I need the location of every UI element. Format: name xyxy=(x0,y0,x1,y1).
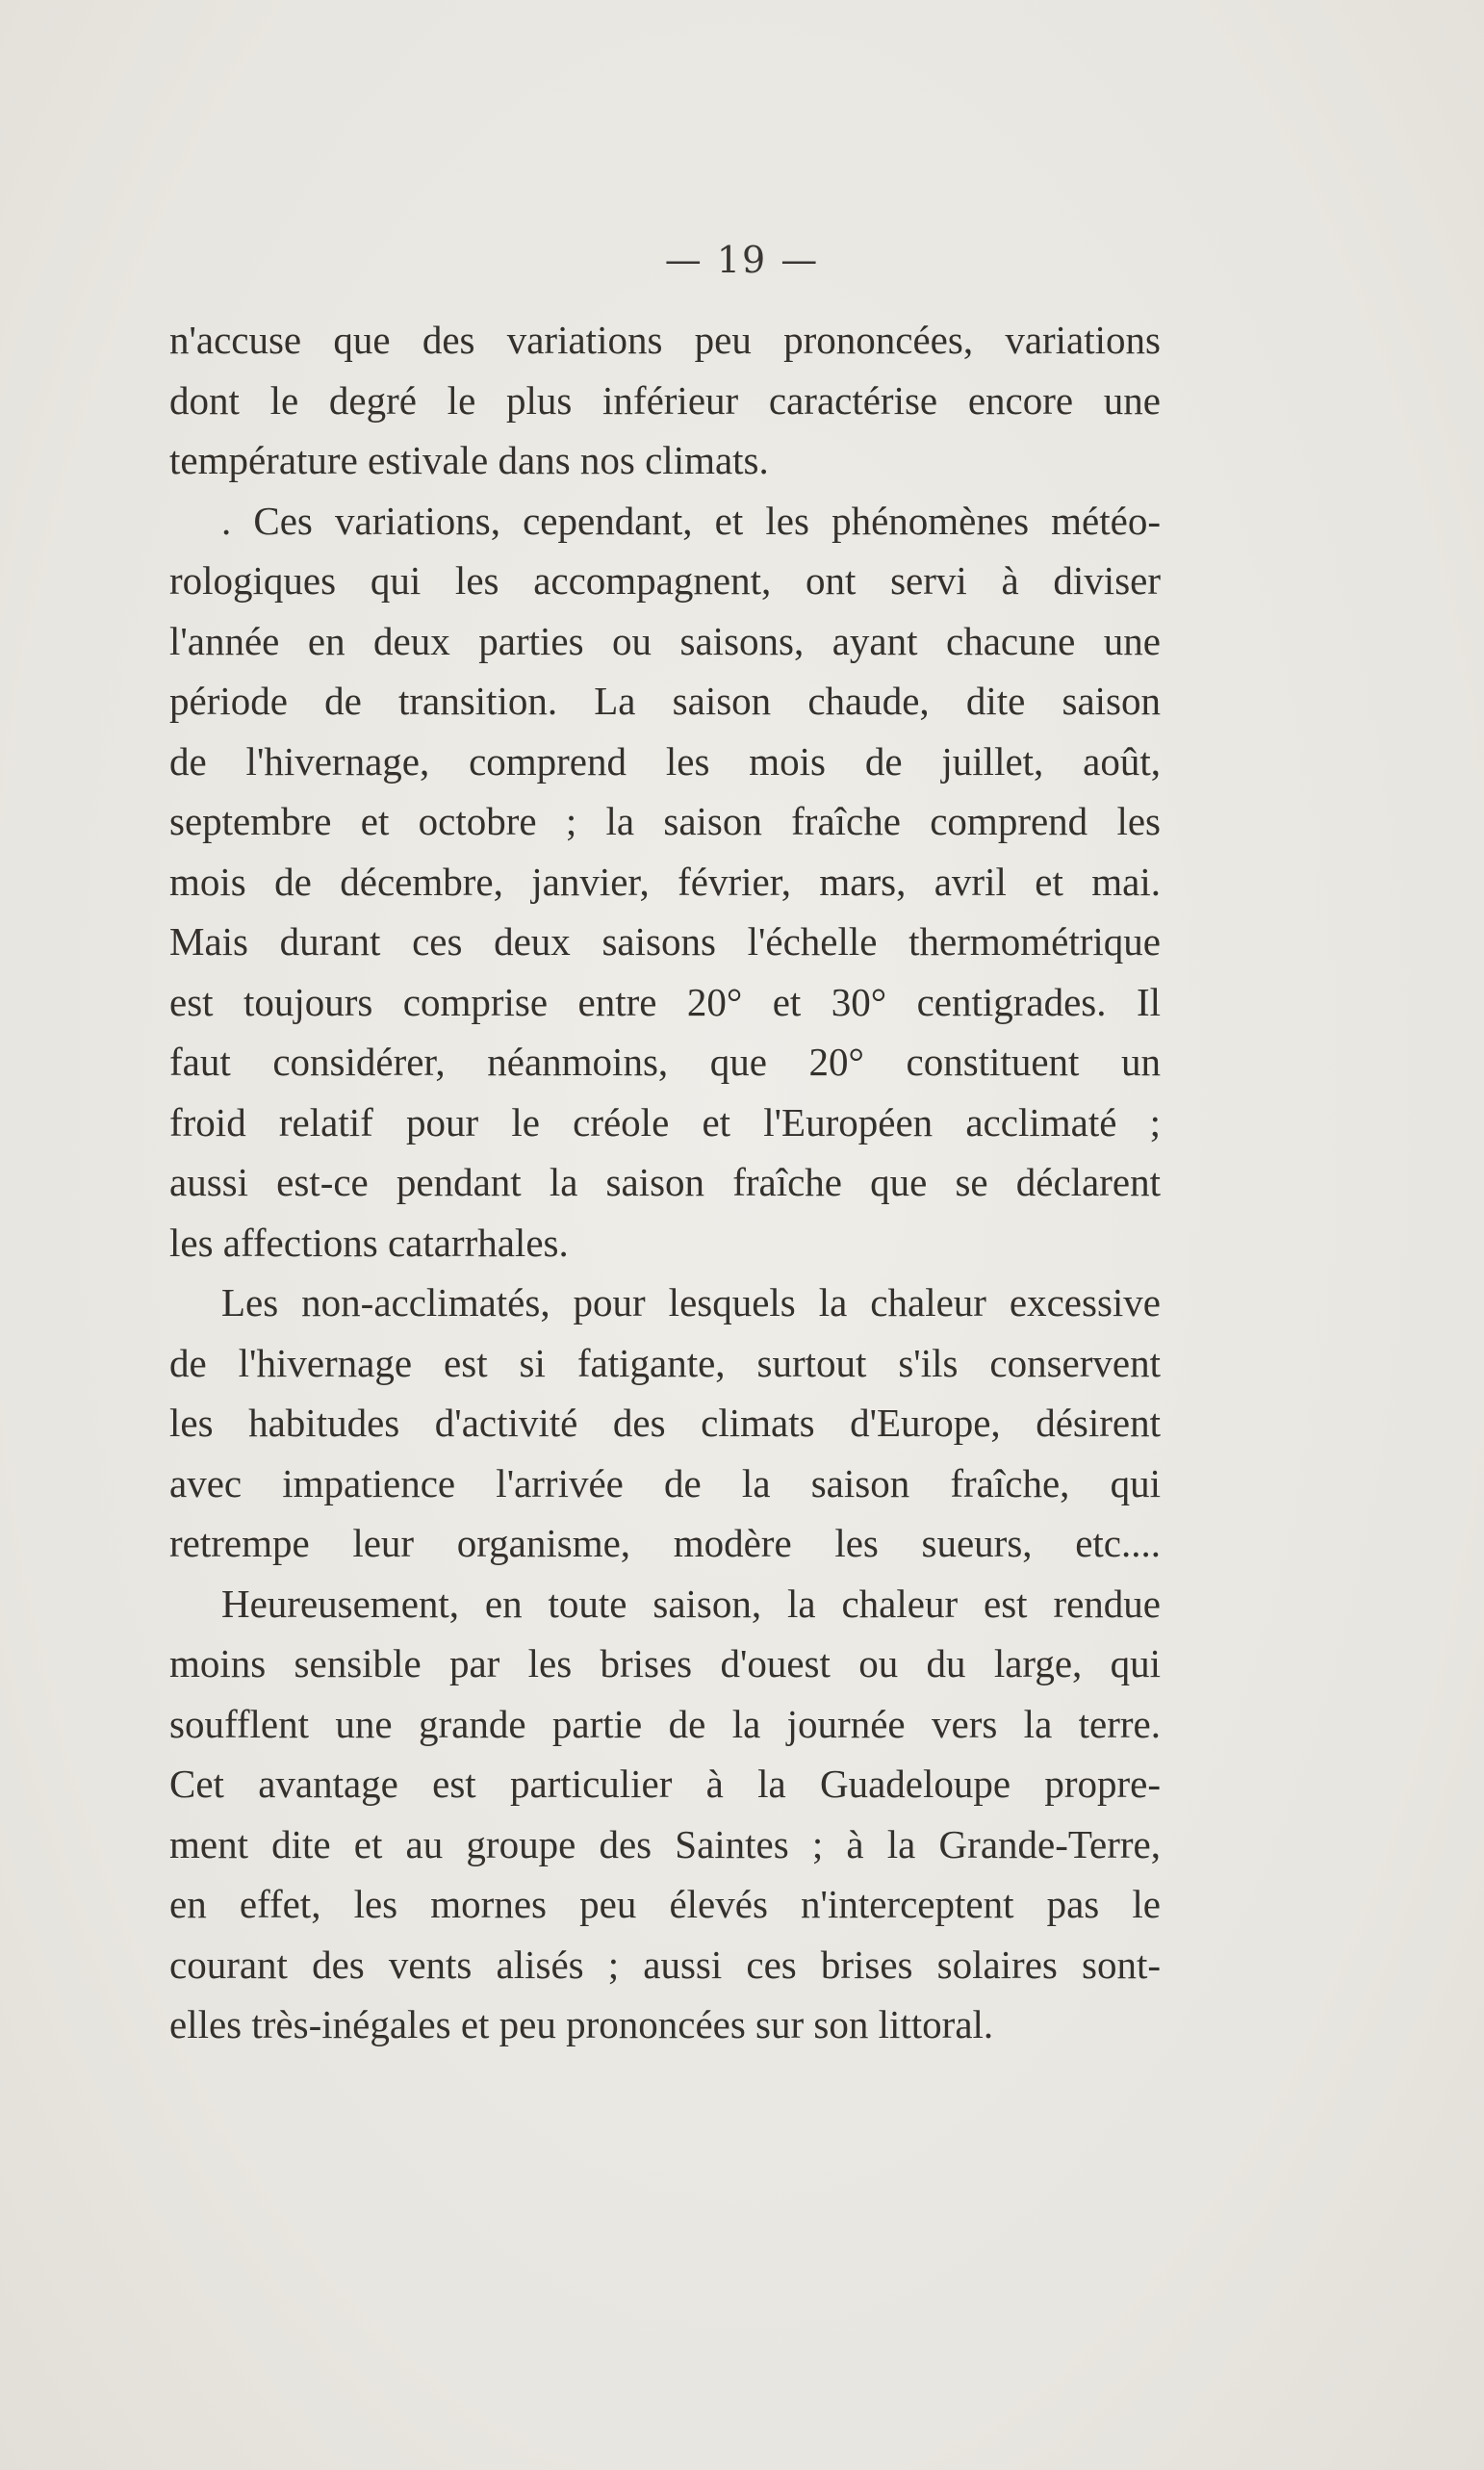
text-line: mois de décembre, janvier, février, mars, avril et mai. xyxy=(169,859,1161,904)
text-line: de l'hivernage est si fatigante, surtout s'ils conservent xyxy=(169,1340,1161,1385)
text-line: aussi est-ce pendant la saison fraîche que se déclarent xyxy=(169,1160,1161,1204)
text-line: ment dite et au groupe des Saintes ; à la Grande-Terre, xyxy=(169,1821,1161,1866)
text-line: moins sensible par les brises d'ouest ou du large, qui xyxy=(169,1641,1161,1685)
text-line: avec impatience l'arrivée de la saison fraîche, qui xyxy=(169,1460,1161,1505)
text-line: période de transition. La saison chaude, dite saison xyxy=(169,679,1161,723)
text-line: courant des vents alisés ; aussi ces brises solaires sont- xyxy=(169,1942,1161,1987)
text-line: froid relatif pour le créole et l'Européen acclimaté ; xyxy=(169,1099,1161,1145)
text-line: l'année en deux parties ou saisons, ayant chacune une xyxy=(169,618,1161,663)
text-line: septembre et octobre ; la saison fraîche comprend les xyxy=(169,799,1161,843)
text-line: de l'hivernage, comprend les mois de juillet, août, xyxy=(169,738,1161,784)
text-line: température estivale dans nos climats. xyxy=(169,438,769,482)
text-line: elles très-inégales et peu prononcées sur son littoral. xyxy=(169,2002,994,2046)
text-line: est toujours comprise entre 20° et 30° centigrades. Il xyxy=(169,979,1161,1024)
text-line: en effet, les mornes peu élevés n'interceptent pas le xyxy=(169,1882,1161,1926)
text-line: faut considérer, néanmoins, que 20° constituent un xyxy=(169,1040,1161,1084)
text-line: Les non-acclimatés, pour lesquels la chaleur excessive xyxy=(221,1280,1161,1325)
text-line: dont le degré le plus inférieur caractérise encore une xyxy=(169,377,1161,423)
text-line: n'accuse que des variations peu prononcées, variations xyxy=(169,318,1161,362)
text-line: Cet avantage est particulier à la Guadeloupe propre- xyxy=(169,1762,1161,1806)
text-line: soufflent une grande partie de la journée vers la terre. xyxy=(169,1701,1161,1746)
text-line: . Ces variations, cependant, et les phénomènes météo- xyxy=(221,498,1161,543)
text-line: Heureusement, en toute saison, la chaleur est rendue xyxy=(221,1581,1161,1626)
text-line: retrempe leur organisme, modère les sueurs, etc.... xyxy=(169,1521,1161,1565)
text-line: rologiques qui les accompagnent, ont servi à diviser xyxy=(169,558,1161,603)
text-line: les habitudes d'activité des climats d'Europe, désirent xyxy=(169,1401,1161,1445)
page-number: — 19 — xyxy=(664,239,820,281)
text-line: les affections catarrhales. xyxy=(169,1220,569,1265)
text-line: Mais durant ces deux saisons l'échelle thermométrique xyxy=(169,919,1161,964)
body-text xyxy=(169,310,1161,2055)
